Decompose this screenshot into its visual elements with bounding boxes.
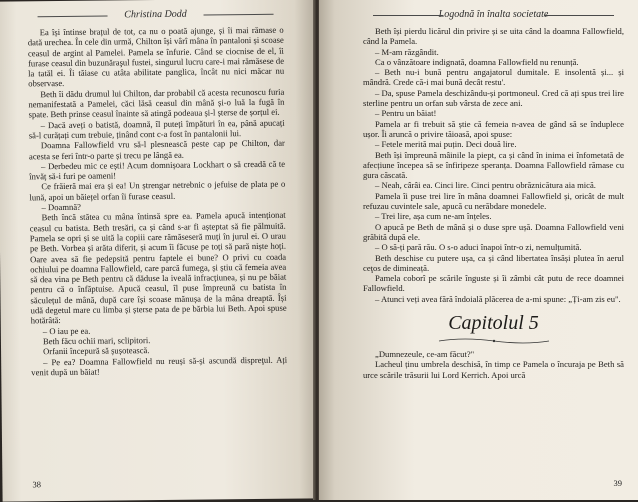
paragraph: – M-am răzgândit. (375, 46, 439, 57)
paragraph: Orfanii începură să șușotească. (43, 345, 150, 357)
paragraph: – Dacă aveți o batistă, doamnă, îl puteți împături în ea, până apucați să-l curățați cum trebuie, ținând cont c-a fost în pantalonii lui. (28, 117, 285, 141)
paragraph: Pamela ar fi trebuit să știe că femeia n-avea de gând să se îndupleсe ușor. Îi aruncă o privire tăioasă, apoi spuse: (363, 118, 624, 139)
right-page (319, 0, 638, 500)
paragraph: Beth deschise cu putere ușa, ca și când libertatea însăși plutea în aerul ceţos de dimineață. (363, 252, 624, 273)
paragraph: Beth îi dădu drumul lui Chilton, dar probabil că acesta recunoscu furia nemanifestată a Pamelei, căci lăsă ceasul din mână și-o luă la fugă în spate. Beth prinse ceasul înainte să atingă podeaua și-l șterse de șorțul ei. (28, 86, 285, 120)
paragraph: Beth își împreună mâinile la piept, ca și când în inima ei înfometată de afecțiune începea să se înfiripeze speranța. Doamna Fallowfield rămase cu gura căscată. (363, 149, 624, 181)
paragraph: Doamna Fallowfield vru să-l plesnească peste cap pe Chilton, dar acesta se feri într-o parte și trecu pe lângă ea. (28, 137, 285, 161)
paragraph: Beth își pierdu licărul din privire și se uita când la doamna Fallowfield, când la Pamela. (363, 26, 624, 47)
paragraph: Ce frăieră mai era și ea! Un ștrengar netrebnic o jefuise de plata pe o lună, apoi un băiețel orfan îi furase ceasul. (29, 179, 286, 203)
paragraph: – O să-ți pară rău. O s-o aduci înapoi într-o zi, nemulțumită. (375, 242, 582, 253)
left-running-header: Christina Dodd (27, 7, 283, 24)
paragraph: – Pe ea? Doamna Fallowfield nu reuși să-și ascundă dispreţul. Ați venit după un băiat! (31, 354, 288, 378)
right-running-header: Logodnă în înalta societate (363, 8, 624, 22)
paragraph: Beth încă stătea cu mâna întinsă spre ea. Pamela apucă intenționat ceasul cu batista. Beth tresări, ca și când s-ar fi așteptat să fie pălmuită. Pamela se opri și se uită la copiii care rămăseseră muți în jurul ei. O urau pe Beth. Vorbea și arăta diferit, și acum îi făcuse pe toți să pară niște hoți. Oare avea să fie pedepsită pentru faptele ei bune? O privi cu coada ochiului pe doamna Fallowfield, care parcă fumega, și știu că femeia avea să dea vina pe Beth pentru că dăduse la iveală infracțiunea, și nu pe băiat pentru că o înfăptuise. Apucă ceasul, îl puse împreună cu batista în săculețul de mână, după care își scoase mănușa de la mâna dreaptă. Își udă degetul mare cu limba și șterse pata de pe bărbia lui Beth. Apoi spuse hotărâtă: (29, 210, 287, 326)
paragraph: Lacheul ținu umbrela deschisă, în timp ce Pamela o încuraja pe Beth să urce scările trăsurii lui Lord Kerrich. Apoi urcă (363, 359, 624, 380)
paragraph: – Trei lire, așa cum ne-am înțeles. (375, 211, 492, 222)
right-page-text (363, 26, 624, 304)
paragraph: – Pentru un băiat! (375, 108, 437, 119)
left-page-number: 38 (32, 479, 41, 490)
paragraph: – Da, spuse Pamela deschizându-și portmoneul. Cred că ați spus trei lire sterline pentru un orfan sub vârsta de zece ani. (363, 87, 624, 109)
right-page-number: 39 (613, 478, 622, 488)
chapter-ornament-icon (434, 337, 554, 345)
paragraph: Ca o vânzătoare indignată, doamna Fallowfield nu renunță. (375, 56, 579, 67)
paragraph: – O iau pe ea. (42, 325, 91, 336)
paragraph: – Doamnă? (41, 201, 81, 213)
chapter-text (363, 349, 624, 380)
paragraph: Beth făcu ochii mari, sclipitori. (42, 334, 151, 347)
paragraph: – Beth nu-i bună pentru angajatorul dumitale. E insolentă și... și mândră. Crede că-i mai bună decât restu'. (363, 67, 624, 88)
paragraph: Ea își întinse brațul de tot, ca nu o poată ajunge, și îi mai rămase o dată urechea. În cele din urmă, Chilton își vârî mâna în pantaloni și scoase ceasul de argint al Pamelei. Pamela se înfurie. Când se ciocnise de el, îi furase ceasul din buzunăraşul fustei, singurul lucru care-i mai rămăsese de la tatăl ei. Îi tăiase cu atâta abilitate panglica, încât nu nici măcar nu observase. (27, 24, 285, 89)
chapter-heading (363, 312, 624, 345)
left-page-text (28, 25, 288, 378)
paragraph: „Dumnezeule, ce-am făcut?" (375, 349, 475, 360)
paragraph: – Derbedeu mic ce ești! Acum domnișoara Lockhart o să creadă că te învăț să-i furi pe oameni! (29, 158, 286, 182)
paragraph: Pamela coborî pe scările înguste și îi zâmbi cât putu de rece doamnei Fallowfield. (363, 273, 624, 294)
chapter-title: Capitolul 5 (448, 312, 539, 335)
paragraph: – Atunci veți avea fără îndoială plăcerea de a-mi spune: „Ți-am zis eu". (375, 293, 621, 304)
paragraph: Pamela îi puse trei lire în mâna doamnei Fallowfield și, oricât de mult refuzau cuvintele sale, apucă cu nerăbdare monedele. (363, 190, 624, 212)
paragraph: – Fetele merită mai puțin. Deci două lire. (375, 139, 517, 150)
paragraph: – Neah, cârâi ea. Cinci lire. Cinci pentru obrăznicătura aia mică. (375, 180, 596, 191)
paragraph: O apucă pe Beth de mână și o duse spre ușă. Doamna Fallowfield veni grăbită după ele. (363, 221, 624, 242)
